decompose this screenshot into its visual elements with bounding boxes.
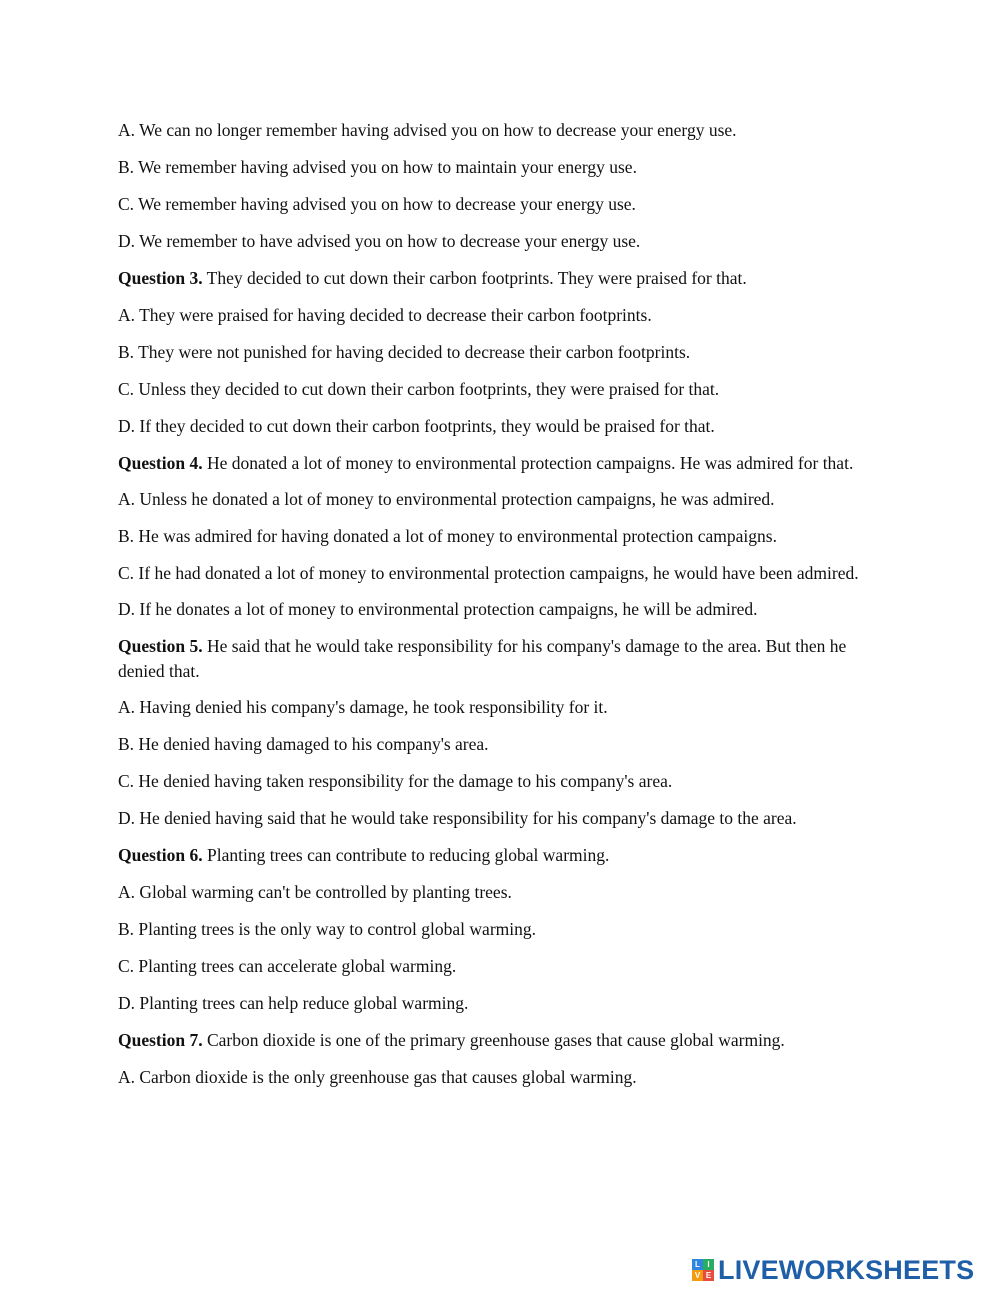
question-label: Question 5. <box>118 636 203 656</box>
option-line: A. Having denied his company's damage, he took responsibility for it. <box>118 697 608 717</box>
option-line: B. They were not punished for having decided to decrease their carbon footprints. <box>118 342 691 362</box>
option-line: A. We can no longer remember having advised you on how to decrease your energy use. <box>118 120 737 140</box>
question-label: Question 7. <box>118 1030 203 1050</box>
option-line: C. If he had donated a lot of money to environmental protection campaigns, he would have been admired. <box>118 563 859 583</box>
question-line: Question 3. They decided to cut down their carbon footprints. They were praised for that. <box>118 268 747 288</box>
option-line: C. Planting trees can accelerate global warming. <box>118 956 457 976</box>
question-label: Question 3. <box>118 268 203 288</box>
option-line: A. Carbon dioxide is the only greenhouse gas that causes global warming. <box>118 1067 637 1087</box>
question-line: Question 4. He donated a lot of money to environmental protection campaigns. He was admired for that. <box>118 453 854 473</box>
option-line: B. Planting trees is the only way to control global warming. <box>118 919 536 939</box>
option-line: A. They were praised for having decided to decrease their carbon footprints. <box>118 305 652 325</box>
option-line: C. Unless they decided to cut down their carbon footprints, they were praised for that. <box>118 379 720 399</box>
liveworksheets-logo <box>692 1254 974 1286</box>
option-line: A. Unless he donated a lot of money to environmental protection campaigns, he was admired. <box>118 489 775 509</box>
option-line: B. He denied having damaged to his company's area. <box>118 734 489 754</box>
brand-name: LIVEWORKSHEETS <box>718 1254 975 1285</box>
option-line: D. We remember to have advised you on how to decrease your energy use. <box>118 231 641 251</box>
option-line: D. If he donates a lot of money to environmental protection campaigns, he will be admired. <box>118 599 758 619</box>
option-line: C. We remember having advised you on how to decrease your energy use. <box>118 194 636 214</box>
option-line: D. If they decided to cut down their carbon footprints, they would be praised for that. <box>118 416 715 436</box>
option-line: D. Planting trees can help reduce global warming. <box>118 993 469 1013</box>
option-line: A. Global warming can't be controlled by planting trees. <box>118 882 512 902</box>
live-logo-icon: L I V E <box>692 1259 714 1281</box>
option-line: C. He denied having taken responsibility for the damage to his company's area. <box>118 771 673 791</box>
question-label: Question 6. <box>118 845 203 865</box>
question-line: Question 7. Carbon dioxide is one of the primary greenhouse gases that cause global warming. <box>118 1030 785 1050</box>
question-label: Question 4. <box>118 453 203 473</box>
option-line: B. He was admired for having donated a lot of money to environmental protection campaigns. <box>118 526 777 546</box>
worksheet-page <box>118 118 888 1102</box>
option-line: D. He denied having said that he would take responsibility for his company's damage to the area. <box>118 808 797 828</box>
option-line: B. We remember having advised you on how to maintain your energy use. <box>118 157 637 177</box>
question-line: Question 6. Planting trees can contribute to reducing global warming. <box>118 845 610 865</box>
question-line: Question 5. He said that he would take responsibility for his company's damage to the area. But then he denied that. <box>118 636 847 681</box>
